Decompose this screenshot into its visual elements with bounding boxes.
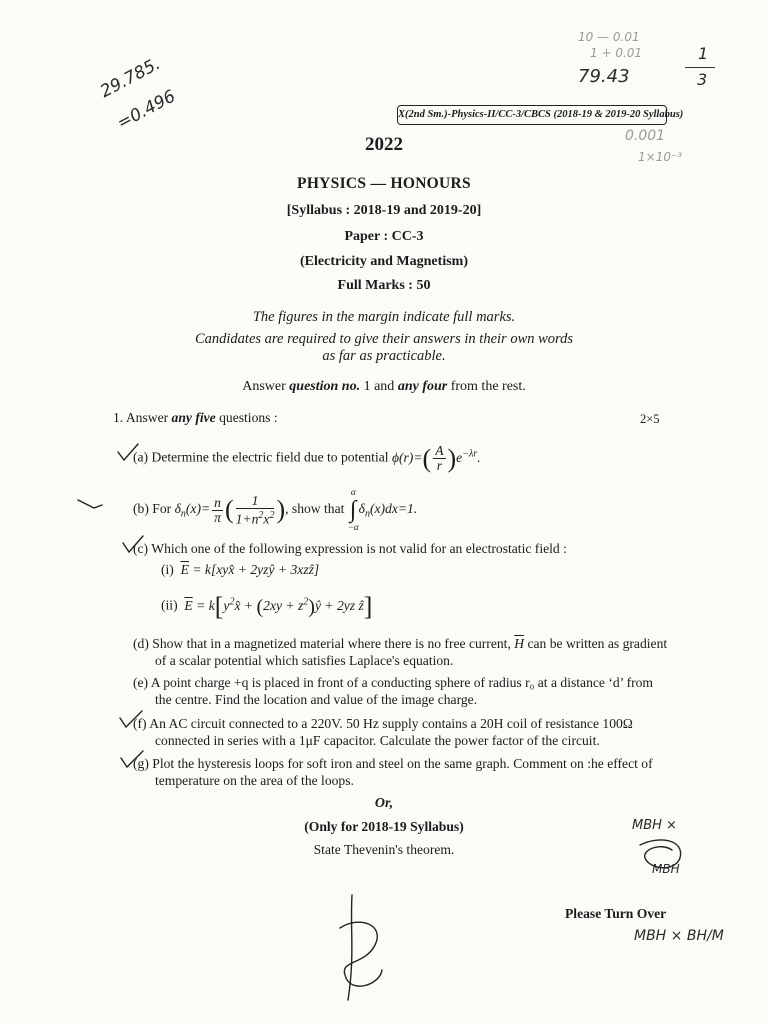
q1-g [133,755,653,772]
q1-g-line2: temperature on the area of the loops. [155,773,354,788]
q1-d-h-vector: $\overline{H}$ [514,636,525,651]
q1-c-ii-formula: $\overline{E}$ = $k[y^2x̂ + (2xy$ + $z^2)ŷ + 2yz$ ẑ] [184,591,373,621]
q1-d-line2: of a scalar potential which satisfies Laplace's equation. [155,653,454,668]
q1-b-formula-2: α ∫ −α $\delta_n(x)dx=1$. [347,487,418,532]
handwritten-note-tr1: 10 — 0.01 [578,30,640,44]
q1-b-formula-1: $\delta_n(x)=$ $\frac{n}{\pi}$ ( $\frac{1}{1+n^2x^2}$ ) [174,492,286,527]
q1-g-text1: Plot the hysteresis loops for soft iron and steel on the same graph. Comment on :he effect of [152,756,653,771]
exam-title: PHYSICS — HONOURS [297,175,471,192]
q1-b [133,487,417,533]
handwritten-note-tr5: 3 [697,70,708,89]
instruction-line-1: The figures in the margin indicate full marks. [252,309,516,325]
q1-lead-any: any five [171,410,216,425]
q1-d [133,635,667,652]
answer-mid: 1 and [360,379,398,394]
q1-c-ii [161,588,372,620]
q1-c-i-formula: $\overline{E}$ = k[xyx̂ + 2yzŷ + 3xzẑ] [180,562,320,577]
only-2018-19: (Only for 2018-19 Syllabus) [304,819,464,834]
q1-g-label: (g) [133,756,149,771]
margin-sketch-icon [340,895,382,1000]
instruction-line-2: Candidates are required to give their answers in their own words [194,331,574,347]
stray-mark-icon [78,500,102,508]
answer-pre: Answer [242,379,290,394]
q1-a-label: (a) [133,449,149,465]
q1-e-text1: A point charge +q is placed in front of a conducting sphere of radius r₀ at a distance ‘d’ from [150,675,654,690]
handwritten-note-tr3: 79.43 [578,66,630,87]
exam-year: 2022 [365,134,403,155]
full-marks: Full Marks : 50 [337,278,431,293]
q1-c-text: Which one of the following expression is not valid for an electrostatic field : [151,541,567,556]
q1-a-formula: ϕ(r)=( $\frac{A}{r}$ )$e^{-\lambda r}$. [391,442,481,473]
q1-lead [113,409,278,426]
handwritten-note-tr6: 0.001 [625,128,666,144]
exam-subject: (Electricity and Magnetism) [300,254,468,269]
q1-f-text1: An AC circuit connected to a 220V. 50 Hz supply contains a 20H coil of resistance 100Ω [149,716,633,731]
q1-c-ii-label: (ii) [161,597,178,613]
please-turn-over: Please Turn Over [565,906,667,921]
q1-a-text: Determine the electric field due to potential [151,449,389,465]
exam-syllabus: [Syllabus : 2018-19 and 2019-20] [286,203,482,218]
q1-e-line2: the centre. Find the location and value of the image charge. [155,692,478,707]
q1-lead-pre: Answer [125,410,172,425]
answer-post: from the rest. [447,379,526,394]
q1-lead-post: questions : [215,410,278,425]
q1-c-i [161,561,319,578]
q1-f [133,715,633,732]
handwritten-note-br1: MBH × [632,818,677,833]
q1-c [133,540,567,557]
q1-d-text1b: can be written as gradient [527,636,668,651]
q1-e [133,674,653,691]
answer-any: any four [397,379,448,394]
handwritten-note-tr4: 1 [698,44,709,63]
handwritten-note-br3: MBH × BH/M [634,928,724,944]
handwritten-note-tr2: 1 + 0.01 [590,46,643,60]
instruction-line-3: as far as practicable. [322,348,446,364]
q1-f-line2: connected in series with a 1μF capacitor. Calculate the power factor of the circuit. [155,733,600,748]
fraction-bar [685,67,715,68]
q1-a [133,439,481,473]
q1-d-text1: Show that in a magnetized material where there is no free current, [152,636,511,651]
q1-b-for: For [152,501,172,517]
thevenin-question: State Thevenin's theorem. [313,842,455,857]
q1-e-label: (e) [133,675,149,690]
answer-instruction [0,379,768,395]
handwritten-note-tl2: =0.496 [113,86,179,134]
exam-paper: Paper : CC-3 [344,229,424,244]
or-label: Or, [374,796,394,811]
paper-code-box: X(2nd Sm.)-Physics-II/CC-3/CBCS (2018-19 & 2019-20 Syllabus) [397,105,667,125]
q1-c-i-label: (i) [161,562,174,577]
q1-f-label: (f) [133,716,147,731]
q1-c-label: (c) [133,541,149,556]
q1-number: 1. [113,410,124,425]
q1-d-label: (d) [133,636,149,651]
q1-marks: 2×5 [640,412,660,426]
q1-b-show: , show that [285,501,345,517]
handwritten-note-br2: MBH [652,862,680,876]
answer-q: question no. [289,379,361,394]
q1-b-label: (b) [133,501,149,517]
handwritten-note-tr7: 1×10⁻³ [638,150,683,164]
handwritten-note-tl1: 29.785. [97,53,164,103]
